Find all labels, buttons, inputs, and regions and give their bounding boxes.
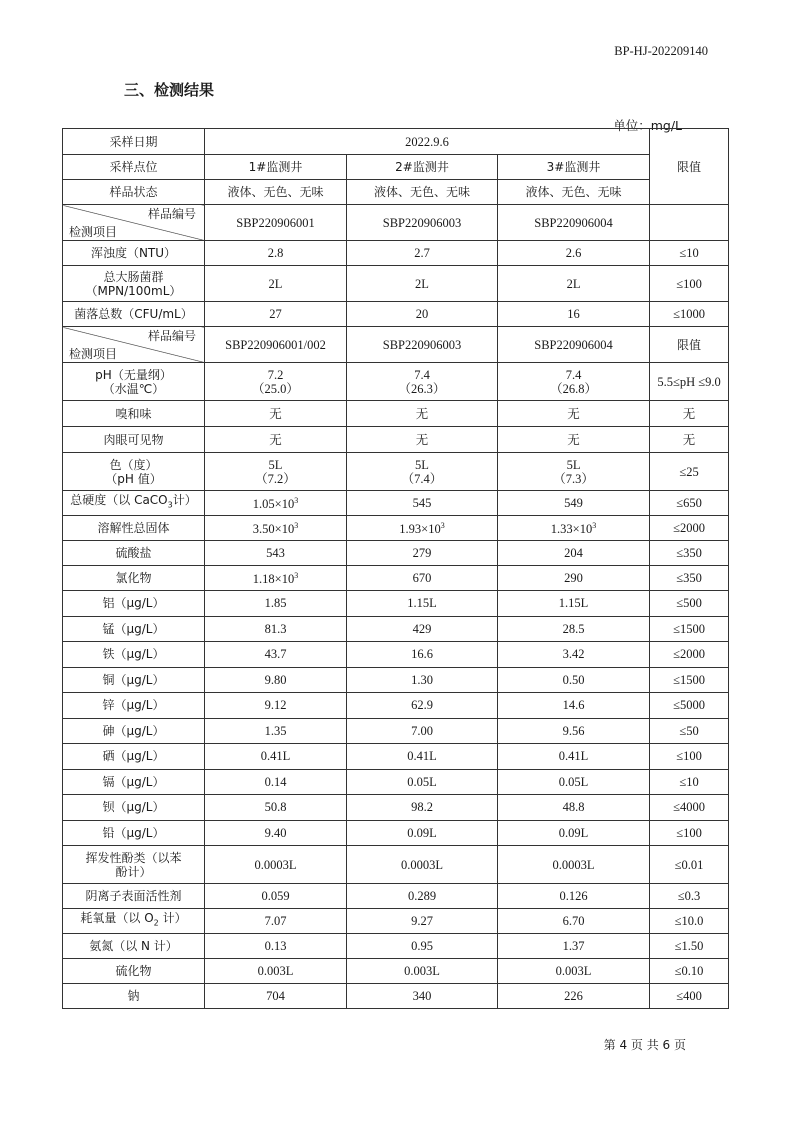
result-value: 1.35 <box>205 718 347 744</box>
section-title: 三、检测结果 <box>124 81 215 99</box>
item-label: 检测项目 <box>69 347 118 361</box>
table-row <box>63 642 729 668</box>
result-value: 6.70 <box>498 909 650 934</box>
result-value: 543 <box>205 541 347 566</box>
result-value: 0.14 <box>205 769 347 795</box>
result-value: 20 <box>347 302 498 327</box>
table-row <box>63 846 729 884</box>
sample-id: SBP220906003 <box>347 205 498 241</box>
result-cell <box>205 363 347 401</box>
item-name <box>63 363 205 401</box>
result-value: 0.50 <box>498 667 650 693</box>
document-number: BP-HJ-202209140 <box>614 44 708 58</box>
result-cell <box>498 453 650 491</box>
result-value: 5L <box>566 457 581 472</box>
point-label: 采样点位 <box>63 155 205 180</box>
result-value: 1.15L <box>347 591 498 617</box>
date-value: 2022.9.6 <box>205 129 650 155</box>
result-value: 81.3 <box>205 616 347 642</box>
page-number: 第 4 页 共 6 页 <box>603 1038 686 1052</box>
table-row <box>63 453 729 491</box>
result-value: 0.13 <box>205 934 347 959</box>
limit-value: ≤0.3 <box>650 884 729 909</box>
exponent: 3 <box>440 521 445 531</box>
subscript: 2 <box>153 918 159 928</box>
result-value: 1.37 <box>498 934 650 959</box>
state-1: 液体、无色、无味 <box>205 180 347 205</box>
result-value: 0.0003L <box>254 857 297 872</box>
result-value: 2.6 <box>498 241 650 266</box>
result-cell <box>205 491 347 516</box>
item-name: 铁（μg/L） <box>63 642 205 668</box>
limit-value: ≤650 <box>650 491 729 516</box>
result-value: 无 <box>347 427 498 453</box>
result-cell <box>498 266 650 302</box>
table-row <box>63 959 729 984</box>
subscript: 3 <box>167 500 173 510</box>
item-name-part: 计） <box>172 493 197 508</box>
result-cell <box>347 846 498 884</box>
result-value: 549 <box>498 491 650 516</box>
sample-id: SBP220906001/002 <box>205 327 347 363</box>
result-value: 429 <box>347 616 498 642</box>
limit-value: ≤10 <box>650 241 729 266</box>
result-value: 0.05L <box>498 769 650 795</box>
table-row <box>63 427 729 453</box>
item-name: 铅（μg/L） <box>63 820 205 846</box>
result-value: 7.4 <box>414 367 430 382</box>
result-value: 7.00 <box>347 718 498 744</box>
result-sub-value: （25.0） <box>252 381 299 396</box>
item-name-line2: （MPN/100mL） <box>85 283 182 298</box>
result-value: 1.30 <box>347 667 498 693</box>
result-value: 3.50×10 <box>252 522 295 537</box>
result-value: 50.8 <box>205 795 347 821</box>
result-value: 0.41L <box>347 744 498 770</box>
table-row <box>63 744 729 770</box>
table-row <box>63 795 729 821</box>
result-value: 0.41L <box>498 744 650 770</box>
table-row <box>63 667 729 693</box>
result-cell <box>205 516 347 541</box>
limit-header: 限值 <box>650 327 729 363</box>
table-row <box>63 591 729 617</box>
result-value: 226 <box>498 984 650 1009</box>
item-name-line1: 总大肠菌群 <box>103 269 164 284</box>
table-row <box>63 241 729 266</box>
sample-id: SBP220906004 <box>498 205 650 241</box>
limit-value: 无 <box>650 427 729 453</box>
limit-value: ≤1.50 <box>650 934 729 959</box>
result-value: 2L <box>415 276 429 291</box>
table-row <box>63 718 729 744</box>
result-cell <box>498 363 650 401</box>
item-name-line1: 挥发性酚类（以苯 <box>85 850 182 865</box>
unit-label: 单位：mg/L <box>613 118 682 133</box>
table-row <box>63 155 729 180</box>
result-value: 28.5 <box>498 616 650 642</box>
result-value: 0.09L <box>347 820 498 846</box>
table-row <box>63 541 729 566</box>
limit-value: ≤10.0 <box>650 909 729 934</box>
limit-value: ≤2000 <box>650 516 729 541</box>
result-value: 0.05L <box>347 769 498 795</box>
limit-value: ≤25 <box>650 453 729 491</box>
result-value: 43.7 <box>205 642 347 668</box>
result-value: 无 <box>498 401 650 427</box>
result-sub-value: （7.2） <box>255 471 296 486</box>
item-name: 硫化物 <box>63 959 205 984</box>
result-value: 无 <box>205 427 347 453</box>
table-row <box>63 180 729 205</box>
result-value: 545 <box>347 491 498 516</box>
result-value: 3.42 <box>498 642 650 668</box>
limit-header: 限值 <box>650 129 729 205</box>
sample-id: SBP220906001 <box>205 205 347 241</box>
table-row <box>63 616 729 642</box>
result-value: 5L <box>268 457 283 472</box>
result-cell <box>205 266 347 302</box>
table-row <box>63 693 729 719</box>
table-row <box>63 909 729 934</box>
result-value: 无 <box>347 401 498 427</box>
state-3: 液体、无色、无味 <box>498 180 650 205</box>
table-row <box>63 327 729 363</box>
result-value: 670 <box>347 566 498 591</box>
limit-value: ≤1500 <box>650 667 729 693</box>
result-value: 704 <box>205 984 347 1009</box>
item-name: 浑浊度（NTU） <box>63 241 205 266</box>
limit-value: ≤500 <box>650 591 729 617</box>
result-value: 14.6 <box>498 693 650 719</box>
result-value: 1.15L <box>498 591 650 617</box>
result-value: 48.8 <box>498 795 650 821</box>
item-name: 砷（μg/L） <box>63 718 205 744</box>
limit-value: ≤50 <box>650 718 729 744</box>
item-name: 嗅和味 <box>63 401 205 427</box>
state-2: 液体、无色、无味 <box>347 180 498 205</box>
item-name: 锰（μg/L） <box>63 616 205 642</box>
result-value: 62.9 <box>347 693 498 719</box>
result-value: 27 <box>205 302 347 327</box>
result-value: 9.12 <box>205 693 347 719</box>
table-row <box>63 884 729 909</box>
result-value: 2L <box>268 276 283 291</box>
result-value: 0.126 <box>498 884 650 909</box>
item-name <box>63 491 205 516</box>
result-value: 0.0003L <box>552 857 595 872</box>
limit-value: ≤4000 <box>650 795 729 821</box>
limit-value: ≤100 <box>650 820 729 846</box>
item-name <box>63 266 205 302</box>
item-name: 锌（μg/L） <box>63 693 205 719</box>
item-name <box>63 453 205 491</box>
result-cell <box>205 846 347 884</box>
seal-stamp-fragment <box>766 398 790 558</box>
item-name-line2: 酚计） <box>115 864 152 879</box>
item-name: 溶解性总固体 <box>63 516 205 541</box>
item-name: 阴离子表面活性剂 <box>63 884 205 909</box>
result-value: 9.56 <box>498 718 650 744</box>
result-value: 340 <box>347 984 498 1009</box>
result-value: 204 <box>498 541 650 566</box>
table-row <box>63 302 729 327</box>
result-value: 0.003L <box>498 959 650 984</box>
table-row <box>63 984 729 1009</box>
item-name-part: 总硬度（以 CaCO <box>70 493 168 508</box>
table-row <box>63 401 729 427</box>
exponent: 3 <box>592 521 597 531</box>
diagonal-header <box>63 205 205 241</box>
result-cell <box>498 516 650 541</box>
limit-value: ≤10 <box>650 769 729 795</box>
result-value: 0.289 <box>347 884 498 909</box>
sample-id: SBP220906003 <box>347 327 498 363</box>
item-name <box>63 909 205 934</box>
point-2: 2#监测井 <box>347 155 498 180</box>
result-value: 290 <box>498 566 650 591</box>
table-row <box>63 516 729 541</box>
result-cell <box>205 453 347 491</box>
item-name: 铝（μg/L） <box>63 591 205 617</box>
result-value: 16.6 <box>347 642 498 668</box>
result-value: 98.2 <box>347 795 498 821</box>
date-label: 采样日期 <box>63 129 205 155</box>
results-table <box>62 128 729 1009</box>
table-row <box>63 934 729 959</box>
result-value: 1.85 <box>205 591 347 617</box>
result-value: 7.2 <box>267 367 284 382</box>
result-sub-value: （26.3） <box>398 381 446 396</box>
limit-value: ≤1500 <box>650 616 729 642</box>
item-name: 氨氮（以 N 计） <box>63 934 205 959</box>
result-cell <box>347 516 498 541</box>
result-value: 0.41L <box>205 744 347 770</box>
result-value: 9.27 <box>347 909 498 934</box>
result-value: 16 <box>498 302 650 327</box>
item-name-line2: （水温℃） <box>102 381 165 396</box>
result-value: 7.4 <box>565 367 582 382</box>
result-cell <box>498 846 650 884</box>
result-value: 无 <box>498 427 650 453</box>
limit-value: 无 <box>650 401 729 427</box>
limit-value: ≤0.01 <box>650 846 729 884</box>
item-name-part: 耗氧量（以 O <box>80 911 154 926</box>
exponent: 3 <box>294 571 299 581</box>
result-value: 0.95 <box>347 934 498 959</box>
table-row <box>63 566 729 591</box>
state-label: 样品状态 <box>63 180 205 205</box>
item-name-line1: pH（无量纲） <box>95 367 172 382</box>
limit-value: 5.5≤pH ≤9.0 <box>650 363 729 401</box>
limit-value: ≤350 <box>650 566 729 591</box>
item-name: 铜（μg/L） <box>63 667 205 693</box>
table-row <box>63 769 729 795</box>
item-name: 硒（μg/L） <box>63 744 205 770</box>
result-value: 0.003L <box>205 959 347 984</box>
item-name-line1: 色（度） <box>109 457 158 472</box>
limit-blank <box>650 205 729 241</box>
result-value: 5L <box>415 457 429 472</box>
table-row <box>63 363 729 401</box>
result-sub-value: （26.8） <box>550 381 597 396</box>
diagonal-header <box>63 327 205 363</box>
result-value: 2.7 <box>347 241 498 266</box>
point-3: 3#监测井 <box>498 155 650 180</box>
limit-value: ≤5000 <box>650 693 729 719</box>
result-value: 7.07 <box>205 909 347 934</box>
result-cell <box>205 566 347 591</box>
result-value: 0.0003L <box>400 857 443 872</box>
result-value: 2.8 <box>205 241 347 266</box>
table-row <box>63 266 729 302</box>
limit-value: ≤100 <box>650 266 729 302</box>
exponent: 3 <box>294 521 299 531</box>
limit-value: ≤1000 <box>650 302 729 327</box>
result-value: 无 <box>205 401 347 427</box>
limit-value: ≤350 <box>650 541 729 566</box>
table-row <box>63 205 729 241</box>
item-name: 氯化物 <box>63 566 205 591</box>
result-cell <box>347 363 498 401</box>
table-row <box>63 491 729 516</box>
result-value: 0.059 <box>205 884 347 909</box>
result-sub-value: （7.4） <box>401 471 443 486</box>
result-cell <box>347 453 498 491</box>
result-value: 0.09L <box>498 820 650 846</box>
table-row <box>63 820 729 846</box>
sample-no-label: 样品编号 <box>147 329 196 343</box>
item-name-part: 计） <box>158 911 187 926</box>
result-value: 9.40 <box>205 820 347 846</box>
result-value: 1.93×10 <box>399 522 441 537</box>
item-name: 镉（μg/L） <box>63 769 205 795</box>
table-row <box>63 129 729 155</box>
item-name: 硫酸盐 <box>63 541 205 566</box>
exponent: 3 <box>294 496 299 506</box>
item-label: 检测项目 <box>69 225 118 239</box>
result-value: 0.003L <box>347 959 498 984</box>
result-value: 1.05×10 <box>252 497 295 512</box>
result-value: 1.18×10 <box>252 572 295 587</box>
result-value: 9.80 <box>205 667 347 693</box>
limit-value: ≤100 <box>650 744 729 770</box>
result-cell <box>347 266 498 302</box>
result-value: 2L <box>566 276 581 291</box>
result-sub-value: （7.3） <box>553 471 594 486</box>
point-1: 1#监测井 <box>205 155 347 180</box>
limit-value: ≤400 <box>650 984 729 1009</box>
item-name-line2: （pH 值） <box>105 471 162 486</box>
item-name: 钠 <box>63 984 205 1009</box>
limit-value: ≤2000 <box>650 642 729 668</box>
sample-no-label: 样品编号 <box>147 207 196 221</box>
item-name: 钡（μg/L） <box>63 795 205 821</box>
limit-value: ≤0.10 <box>650 959 729 984</box>
item-name <box>63 846 205 884</box>
item-name: 菌落总数（CFU/mL） <box>63 302 205 327</box>
item-name: 肉眼可见物 <box>63 427 205 453</box>
result-value: 1.33×10 <box>550 522 593 537</box>
result-value: 279 <box>347 541 498 566</box>
sample-id: SBP220906004 <box>498 327 650 363</box>
